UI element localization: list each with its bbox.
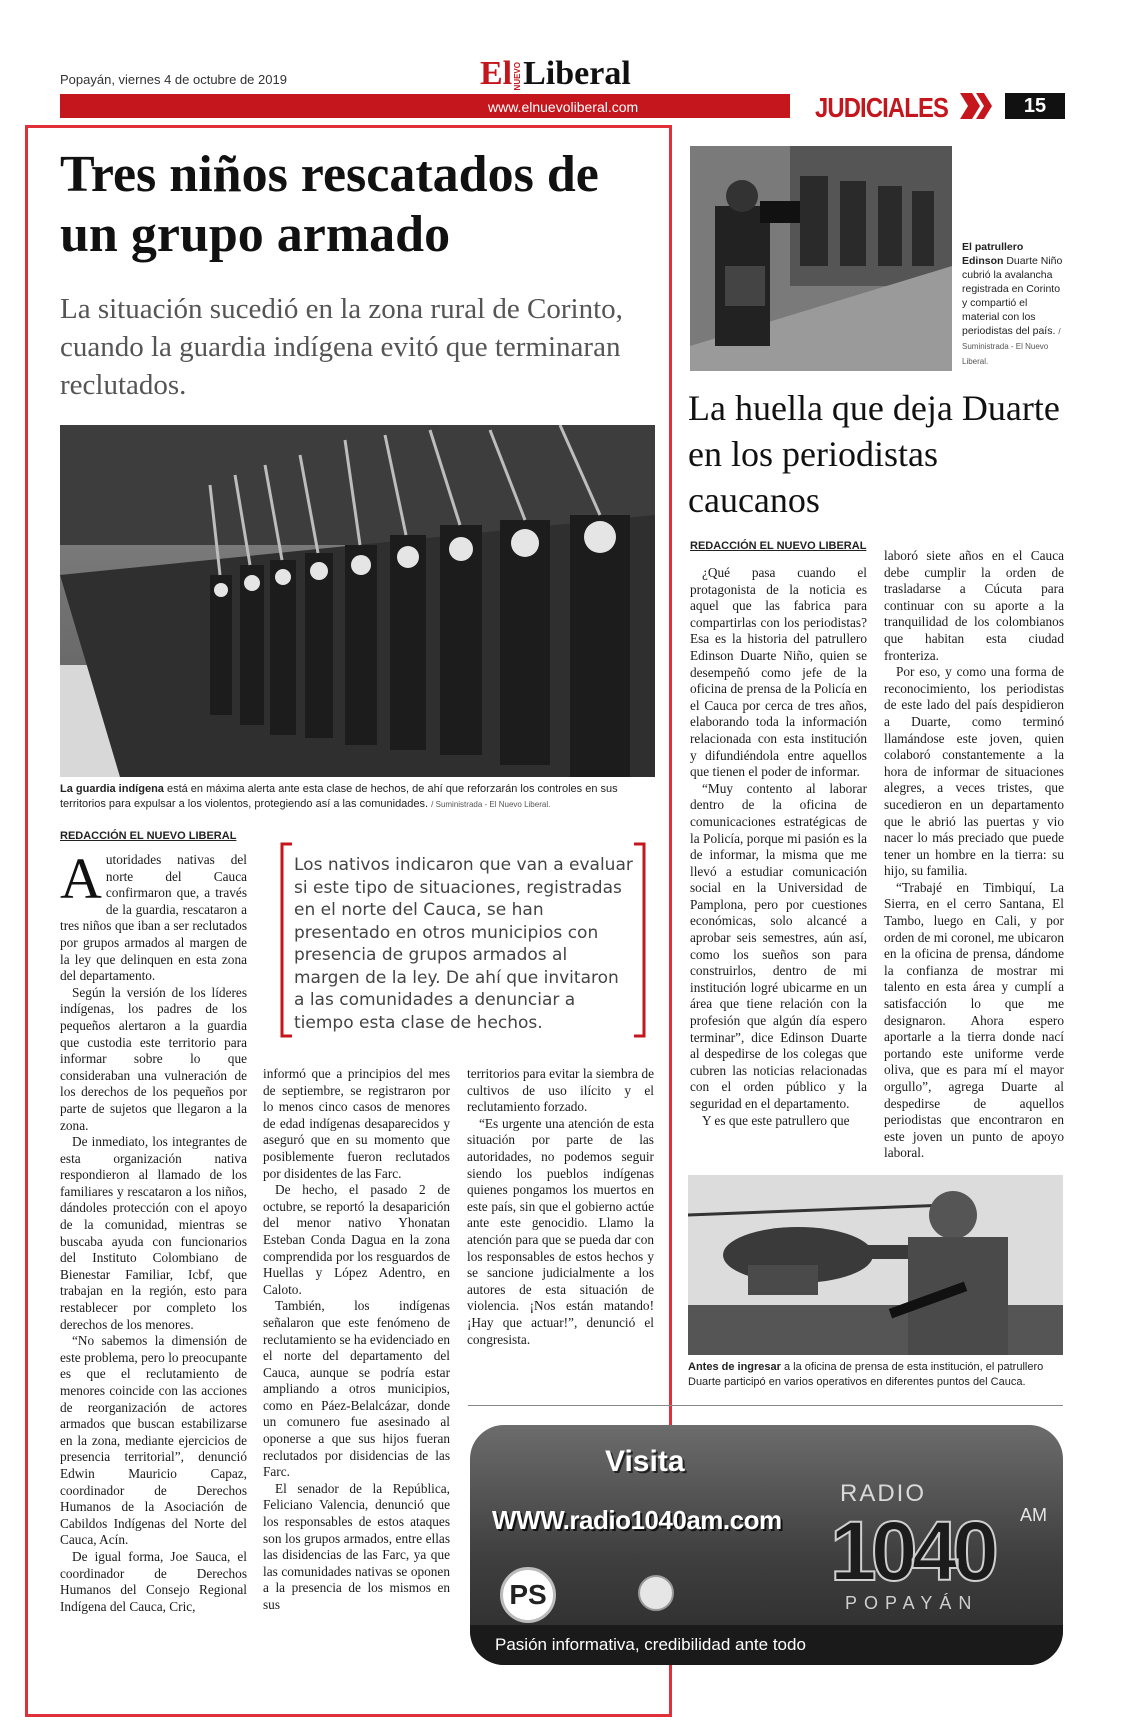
- pullquote: [278, 840, 648, 1040]
- logo-el: El: [480, 55, 513, 92]
- ad-url[interactable]: WWW.radio1040am.com: [492, 1505, 782, 1535]
- section-divider: [468, 1405, 1063, 1406]
- ad-visit-text: Visita: [605, 1445, 685, 1478]
- side-photo2-caption: Antes de ingresar a la oficina de prensa de esta institución, el patrullero Duarte participó en varios operativos en diferentes puntos del Cauca.: [688, 1361, 1044, 1388]
- swirl-logo-icon: [638, 1575, 674, 1611]
- edition-date: Popayán, viernes 4 de octubre de 2019: [60, 72, 287, 87]
- side-byline: REDACCIÓN EL NUEVO LIBERAL: [690, 540, 867, 552]
- ad-slogan: Pasión informativa, credibilidad ante todo: [495, 1635, 806, 1654]
- side-column-1: ¿Qué pasa cuando el protagonista de la noticia es aquel que las fabrica para compartirlas con los periodistas? Esa es la historia del patrullero Edinson Duarte Niño, quien se desempeñó como jefe de la oficina de prensa de la Policía en el Cauca por cerca de tres años, elaborando toda la información relacionada con esta institución y difundiéndola entre aquellos que tienen el poder de informar. “Muy contento al laborar dentro de la oficina de comunicaciones estratégicas de la Policía, porque mi pasión es la de informar, la misma que me llevó a estudiar comunicación social en la Universidad de Pamplona, pero por cuestiones económicas, solo alcancé a aprobar seis semestres, aún así, como los sueños son para construirlos, dentro de mi institución logré ubicarme en un área que tiene relación con la profesión que algún día espero terminar”, dice Edinson Duarte al despedirse de los colegas que cubren las noticias relacionadas con el orden público y la seguridad en el departamento. Y es que este patrullero que: [690, 565, 867, 1128]
- pullquote-text: Los nativos indicaron que van a evaluar si este tipo de situaciones, registradas en el norte del Cauca, se han presentado en otros municipios con presencia de grupos armados al margen de la ley. De ahí que invitaron a las comunidades a denunciar a tiempo esta clase de hechos.: [294, 855, 633, 1033]
- officer-helicopter-photo: [688, 1175, 1063, 1355]
- patrol-officer-camera-photo: [690, 146, 952, 371]
- main-subheadline: La situación sucedió en la zona rural de Corinto, cuando la guardia indígena evitó que terminaran reclutados.: [60, 293, 623, 401]
- main-headline: Tres niños rescatados de un grupo armado: [60, 146, 599, 263]
- section-stripes-icon: [960, 93, 998, 119]
- logo-liberal: Liberal: [523, 55, 631, 92]
- ps-logo-icon: PS: [500, 1567, 556, 1623]
- ad-city: POPAYÁN: [845, 1593, 979, 1613]
- ad-am-label: AM: [1020, 1505, 1047, 1525]
- main-column-2: informó que a principios del mes de septiembre, se registraron por lo menos cinco casos de menores de edad indígenas desaparecidos y aseguró que en su momento que posiblemente fueron reclutados por disidentes de las Farc. De hecho, el pasado 2 de octubre, se reportó la desaparición del menor nativo Yhonatan Esteban Conda Dagua en la zona comprendida por los resguardos de Huellas y López Adentro, en Caloto. También, los indígenas señalaron que este fenómeno de reclutamiento se ha evidenciado en el norte del departamento del Cauca, aunque se podría estar ampliando a otros municipios, como en Páez-Belalcázar, donde un comunero fue asesinado al oponerse a que sus hijos fueran reclutados por disidencias de las Farc. El senador de la República, Feliciano Valencia, denunció que los responsables de estos ataques son los grupos armados, entre ellas las disidencias de las Farc, ya que las comunidades nativas se oponen a la presencia de los mismos en sus: [263, 1066, 450, 1612]
- main-column-3: territorios para evitar la siembra de cultivos de uso ilícito y el reclutamiento forzado. “Es urgente una atención de esta situación por parte de las autoridades, no podemos seguir siendo los pueblos indígenas quienes pongamos los muertos en este país, sin que el gobierno actúe ante este genocidio. Llamo la atención para que se pueda dar con los responsables de estos hechos y se sancione judicialmente a los autores de esta situación de violencia. ¡Nos están matando! ¡Hay que actuar!”, denunció el congresista.: [467, 1066, 654, 1347]
- side-photo-caption: El patrullero Edinson Duarte Niño cubrió la avalancha registrada en Corinto y compartió el material con los periodistas del país. / Suministrada - El Nuevo Liberal.: [962, 241, 1063, 366]
- logo-nuevo: NUEVO: [513, 61, 523, 91]
- indigenous-guard-photo: [60, 425, 655, 777]
- main-photo-caption: La guardia indígena está en máxima alerta ante esta clase de hechos, de ahí que reforzarán los controles en sus territorios para expulsar a los violentos, protegiendo así a las comunidades. / Suministrada - El Nuevo Liberal.: [60, 783, 618, 810]
- photo-credit: / Suministrada - El Nuevo Liberal.: [431, 800, 551, 809]
- site-url[interactable]: www.elnuevoliberal.com: [488, 99, 639, 115]
- radio-advertisement[interactable]: [470, 1425, 1063, 1665]
- newspaper-logo[interactable]: [480, 55, 631, 93]
- header-bar: [60, 94, 790, 118]
- main-byline: REDACCIÓN EL NUEVO LIBERAL: [60, 830, 237, 842]
- side-headline: La huella que deja Duarte en los periodistas caucanos: [688, 388, 1060, 520]
- side-column-2: laboró siete años en el Cauca debe cumplir la orden de trasladarse a Cúcuta para continuar con su aporte a la tranquilidad de los colombianos que habitan esta ciudad fronteriza. Por eso, y como una forma de reconocimiento, los periodistas de este lado del país despidieron a Duarte, como terminó llamándose este joven, quien colaboró constantemente a la hora de informar de situaciones alegres, a veces tristes, que sucedieron en un departamento que le abrió las puertas y vio nacer lo más preciado que puede tener un hombre en la tierra: su hijo, su familia. “Trabajé en Timbiquí, La Sierra, en el cerro Santana, El Tambo, luego en Cali, y por orden de mi coronel, me ubicaron en la oficina de prensa, dándome la confianza de mostrar mi talento en esta área y cumplí a satisfacción lo que me designaron. Ahora espero aportarle a la tierra donde nací portando este uniforme verde oliva, que es para mí el mayor orgullo”, agrega Duarte al despedirse de aquellos periodistas que encontraron en este joven un punto de apoyo laboral.: [884, 548, 1064, 1161]
- drop-cap: A: [60, 846, 102, 911]
- section-name: JUDICIALES: [815, 92, 948, 123]
- ad-frequency: 1040: [830, 1504, 993, 1598]
- page-number: 15: [1005, 93, 1065, 119]
- ad-radio-label: RADIO: [840, 1480, 927, 1507]
- main-column-1: Autoridades nativas del norte del Cauca confirmaron que, a través de la guardia, rescataron a tres niños que iban a ser reclutados por grupos armados al margen de la ley que delinquen en esta zona del departamento. Según la versión de los líderes indígenas, los padres de los pequeños alertaron a la guardia que custodia este territorio para informar sobre lo que consideraban una vulneración de los derechos de los pequeños por parte de sujetos que llegaron a la zona. De inmediato, los integrantes de esta organización nativa respondieron al llamado de los familiares y rescataron a los niños, dándoles protección con el apoyo de la comunidad, mientras se buscaba ayuda con funcionarios del Instituto Colombiano de Bienestar Familiar, Icbf, que trabajan en la región, esto para restablecer por completo los derechos de los menores. “No sabemos la dimensión de este problema, pero lo preocupante es que el reclutamiento de menores coincide con las acciones de reorganización de actores armados que buscan estabilizarse en la zona, mediante ejercicios de presencia territorial”, denunció Edwin Mauricio Capaz, coordinador de Derechos Humanos de la Asociación de Cabildos Indígenas del Norte del Cauca, Acín. De igual forma, Joe Sauca, el coordinador de Derechos Humanos del Consejo Regional Indígena del Cauca, Cric,: [60, 846, 247, 1614]
